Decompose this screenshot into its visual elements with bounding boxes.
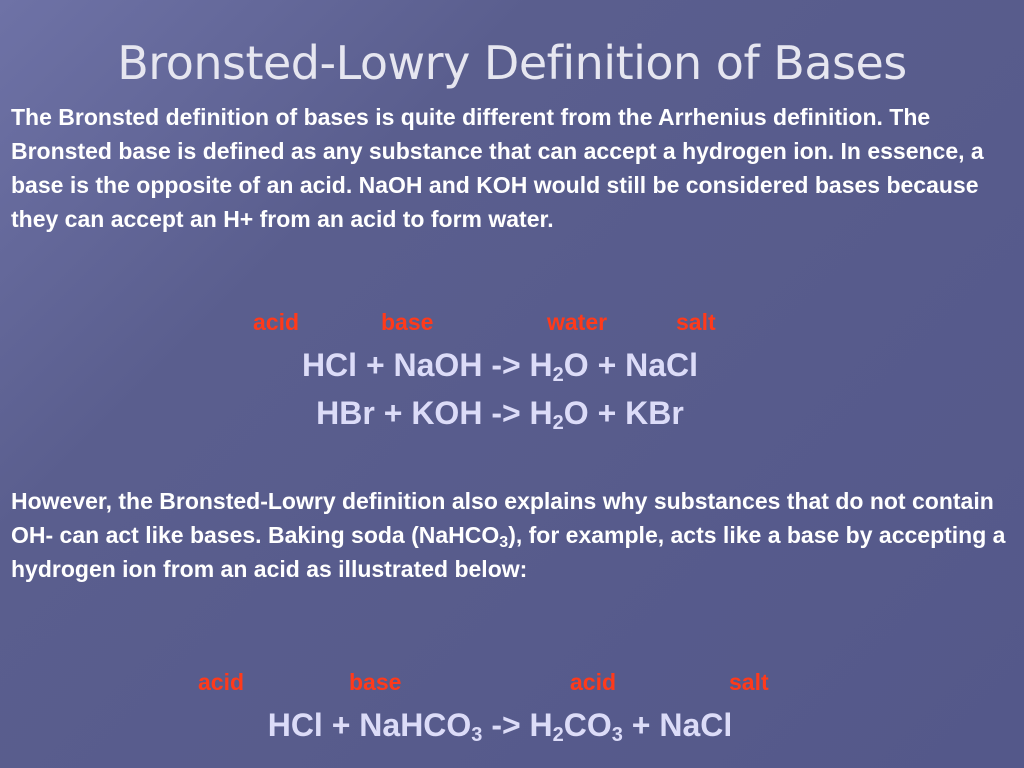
equation-text: O + NaCl: [563, 347, 699, 383]
subscript: 2: [552, 724, 564, 746]
equation-hcl-naoh: [0, 345, 1012, 385]
subscript: 3: [499, 534, 509, 551]
equation-text: HCl + NaHCO: [267, 707, 472, 743]
equation-text: CO: [563, 707, 612, 743]
label-base: base: [381, 309, 434, 335]
equation-hbr-koh: [0, 393, 1012, 433]
paragraph-text: ), for example, acts like a base by accepting a hydrogen ion from an acid as illustrated below:: [11, 522, 1006, 582]
label-salt: salt: [729, 669, 769, 695]
subscript: 3: [611, 724, 623, 746]
equation-text: O + KBr: [563, 395, 684, 431]
label-salt: salt: [676, 309, 716, 335]
equation-hcl-nahco3: [0, 705, 1012, 745]
subscript: 2: [552, 364, 564, 386]
baking-soda-paragraph: [11, 484, 1011, 586]
equation-labels-row-2: [0, 667, 1024, 697]
intro-paragraph: The Bronsted definition of bases is quite different from the Arrhenius definition. The Bronsted base is defined as any substance that can accept a hydrogen ion. In essence, a base is the opposite of an acid. NaOH and KOH would still be considered bases because they can accept an H+ from an acid to form water.: [11, 104, 984, 232]
equation-text: HCl + NaOH -> H: [301, 347, 553, 383]
subscript: 3: [471, 724, 483, 746]
label-acid: acid: [570, 669, 617, 695]
paragraph-text: However, the Bronsted-Lowry definition also explains why substances that do not contain OH- can act like bases. Baking soda (NaHCO: [11, 488, 994, 548]
subscript: 2: [552, 412, 564, 434]
label-acid: acid: [253, 309, 300, 335]
equation-text: + NaCl: [622, 707, 733, 743]
equation-labels-row-1: [0, 307, 1024, 337]
equation-text: HBr + KOH -> H: [316, 395, 553, 431]
label-water: water: [547, 309, 608, 335]
label-base: base: [349, 669, 402, 695]
slide-title: Bronsted-Lowry Definition of Bases: [117, 36, 907, 90]
label-acid: acid: [198, 669, 245, 695]
equation-text: -> H: [482, 707, 553, 743]
